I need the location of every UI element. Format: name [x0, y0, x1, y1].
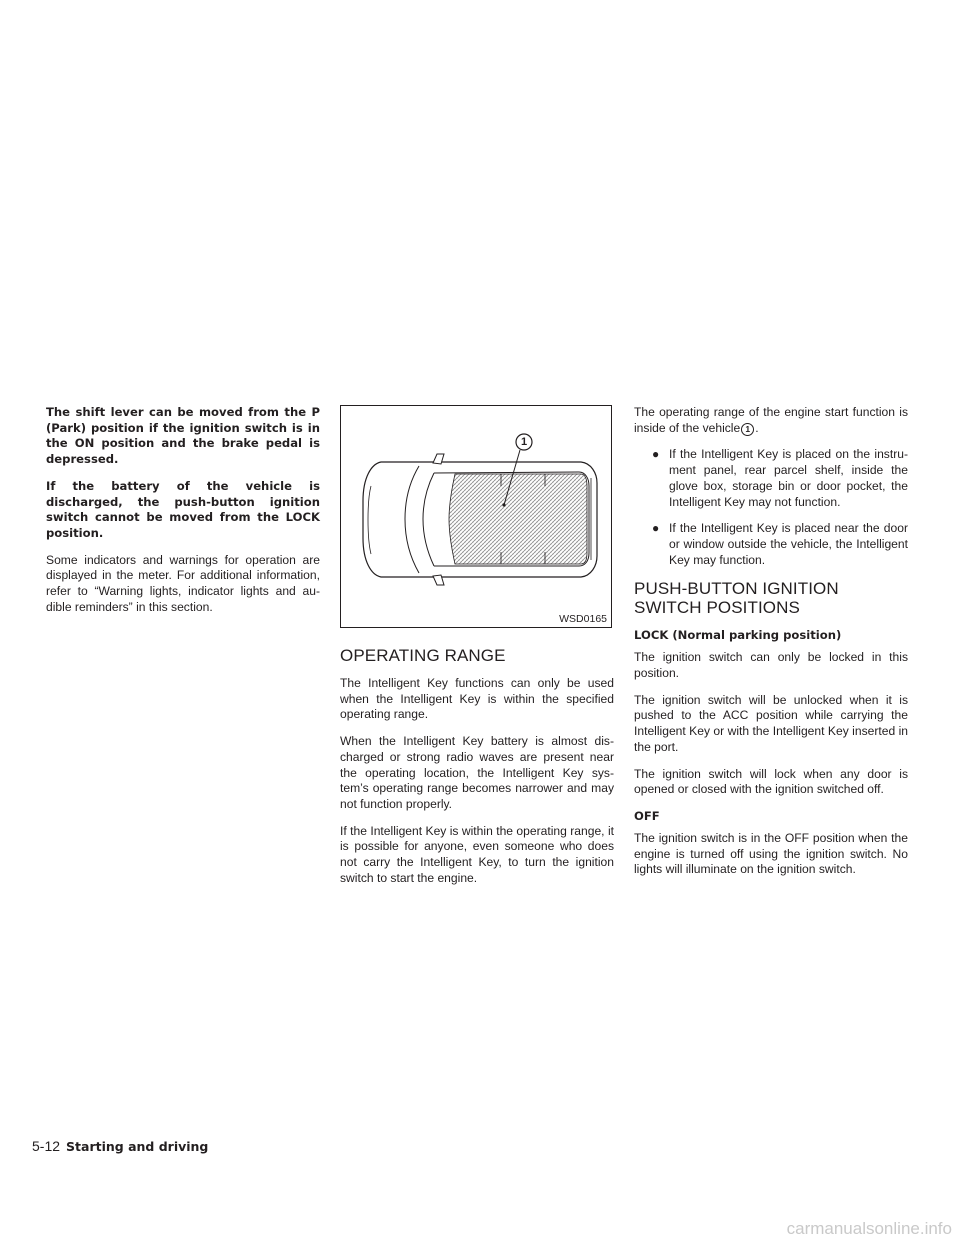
battery-discharged-note: If the battery of the vehicle is discharged, the push-button ignition switch cannot be moved from the LOCK position.: [46, 478, 320, 540]
left-column: [46, 405, 320, 626]
vehicle-operating-range-figure: [340, 405, 612, 628]
lock-p2: The ignition switch will be unlocked when it is pushed to the ACC position while carrying the Intelligent Key or with the Intelligent Key inserted in the port.: [634, 692, 908, 754]
indicators-paragraph: Some indicators and warnings for operation are displayed in the meter. For additional information, refer to “Warning lights, indicator lights and au- dible reminders” in this section.: [46, 552, 320, 614]
shift-lever-note: The shift lever can be moved from the P (Park) position if the ignition switch is in the ON position and the brake pedal is depressed.: [46, 405, 320, 467]
bullet-list: [634, 447, 908, 568]
intro-text: The operating range of the engine start function is inside of the vehicle: [634, 405, 908, 435]
bullet-text: If the Intelligent Key is placed on the instru- ment panel, rear parcel shelf, inside the glove box, storage bin or door pocket, the Intelligent Key may not function.: [669, 447, 908, 509]
lock-p1: The ignition switch can only be locked in this position.: [634, 650, 908, 681]
off-p1: The ignition switch is in the OFF position when the engine is turned off using the ignition switch. No lights will illuminate on the ignition switch.: [634, 830, 908, 877]
lock-subheading: LOCK (Normal parking position): [634, 628, 842, 643]
list-item: [634, 447, 908, 510]
bullet-text: If the Intelligent Key is placed near the door or window outside the vehicle, the Intelligent Key may function.: [669, 521, 908, 567]
section-title: Starting and driving: [66, 1139, 209, 1154]
operating-range-heading: OPERATING RANGE: [340, 646, 506, 665]
intro-end: .: [755, 420, 759, 435]
bullet-icon: ●: [652, 521, 660, 536]
page-footer: [32, 1138, 208, 1154]
right-column: [634, 405, 908, 889]
bullet-icon: ●: [652, 447, 660, 462]
callout-1-icon: 1: [741, 423, 754, 436]
lock-p3: The ignition switch will lock when any door is opened or closed with the ignition switched off.: [634, 766, 908, 797]
middle-column: [340, 405, 614, 897]
callout-1-label: 1: [520, 436, 528, 448]
operating-range-p1: The Intelligent Key functions can only be used when the Intelligent Key is within the specified operating range.: [340, 676, 614, 722]
operating-range-p3: If the Intelligent Key is within the operating range, it is possible for anyone, even someone who does not carry the Intelligent Key, to turn the ignition switch to start the engine.: [340, 823, 614, 885]
figure-code-label: WSD0165: [559, 613, 607, 625]
off-subheading: OFF: [634, 808, 660, 823]
operating-range-intro: [634, 405, 908, 436]
watermark: carmanualsonline.info: [786, 1219, 952, 1238]
page-number: 5-12: [32, 1138, 61, 1154]
vehicle-top-view-illustration: [341, 406, 613, 629]
operating-range-p2: When the Intelligent Key battery is almost dis- charged or strong radio waves are present near the operating location, the Intelligent Key sys- tem’s operating range becomes narrower and may not function properly.: [340, 734, 614, 811]
list-item: [634, 521, 908, 568]
ignition-switch-positions-heading: PUSH-BUTTON IGNITION SWITCH POSITIONS: [634, 579, 839, 618]
